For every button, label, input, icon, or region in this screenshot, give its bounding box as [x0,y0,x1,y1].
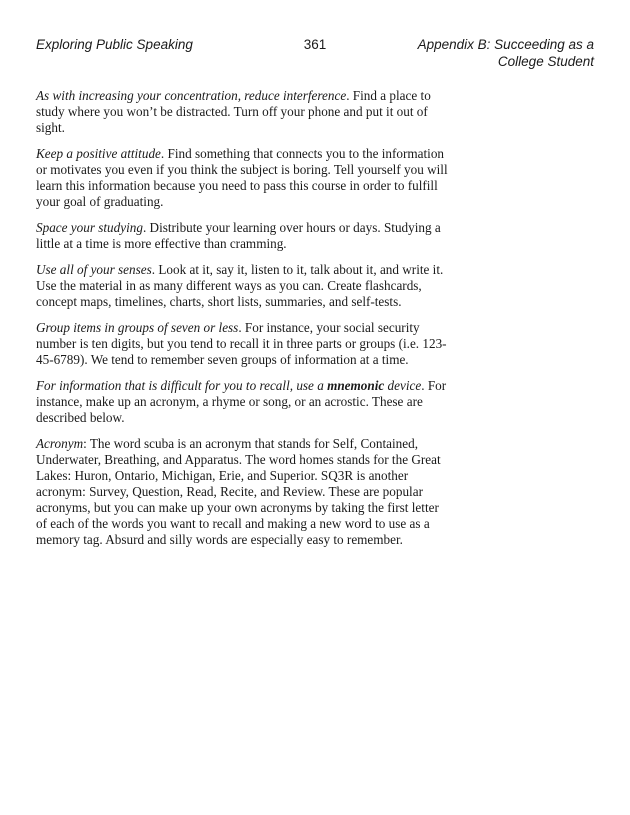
paragraph-group-items [36,320,448,368]
paragraph-lead: Acronym [36,436,84,451]
mnemonic-term: mnemonic [327,378,385,393]
paragraph-lead: Space your studying [36,220,143,235]
paragraph-lead: Group items in groups of seven or less [36,320,239,335]
paragraph-mnemonic [36,378,448,426]
paragraph-text: : The word scuba is an acronym that stands for Self, Contained, Underwater, Breathing, and Apparatus. The word homes stands for the Great Lakes: Huron, Ontario, Michigan, Erie, and Superior. SQ3R is another acronym: Survey, Question, Read, Recite, and Review. These are popular acronyms, but you can make up your own acronyms by taking the first letter of each of the words you want to recall and making a new word to use as a memory tag. Absurd and silly words are especially easy to remember. [36,436,441,547]
paragraph-lead: Keep a positive attitude [36,146,161,161]
chapter-title-line-1: Appendix B: Succeeding as a [417,37,594,52]
paragraph-acronym [36,436,448,548]
book-title: Exploring Public Speaking [36,37,193,52]
paragraph-positive-attitude [36,146,448,210]
paragraph-reduce-interference [36,88,448,136]
paragraph-text: . Find a place to study where you won’t be distracted. Turn off your phone and put it out of sight. [36,88,431,135]
paragraph-lead: For information that is difficult for you to recall, use a [36,378,328,393]
paragraph-lead: Use all of your senses [36,262,152,277]
paragraph-text: . Distribute your learning over hours or days. Studying a little at a time is more effective than cramming. [36,220,441,251]
paragraph-text: . For instance, your social security number is ten digits, but you tend to recall it in three parts or groups (i.e. 123-45-6789). We tend to remember seven groups of information at a time. [36,320,447,367]
paragraph-lead: As with increasing your concentration, reduce interference [36,88,347,103]
chapter-title [404,36,594,70]
paragraph-use-senses [36,262,448,310]
paragraph-text: . Look at it, say it, listen to it, talk about it, and write it. Use the material in as many different ways as you can. Create flashcards, concept maps, timelines, charts, short lists, summaries, and self-tests. [36,262,444,309]
paragraph-text: . Find something that connects you to the information or motivates you even if you think the subject is boring. Tell yourself you will learn this information because you need to pass this course in order to fulfill your goal of graduating. [36,146,448,209]
paragraph-lead-after: device [384,378,422,393]
running-header [36,36,594,72]
page-number: 361 [303,37,327,52]
paragraph-space-studying [36,220,448,252]
chapter-title-line-2: College Student [497,54,594,69]
body-text [36,88,448,558]
paragraph-text: . For instance, make up an acronym, a rhyme or song, or an acrostic. These are described below. [36,378,447,425]
